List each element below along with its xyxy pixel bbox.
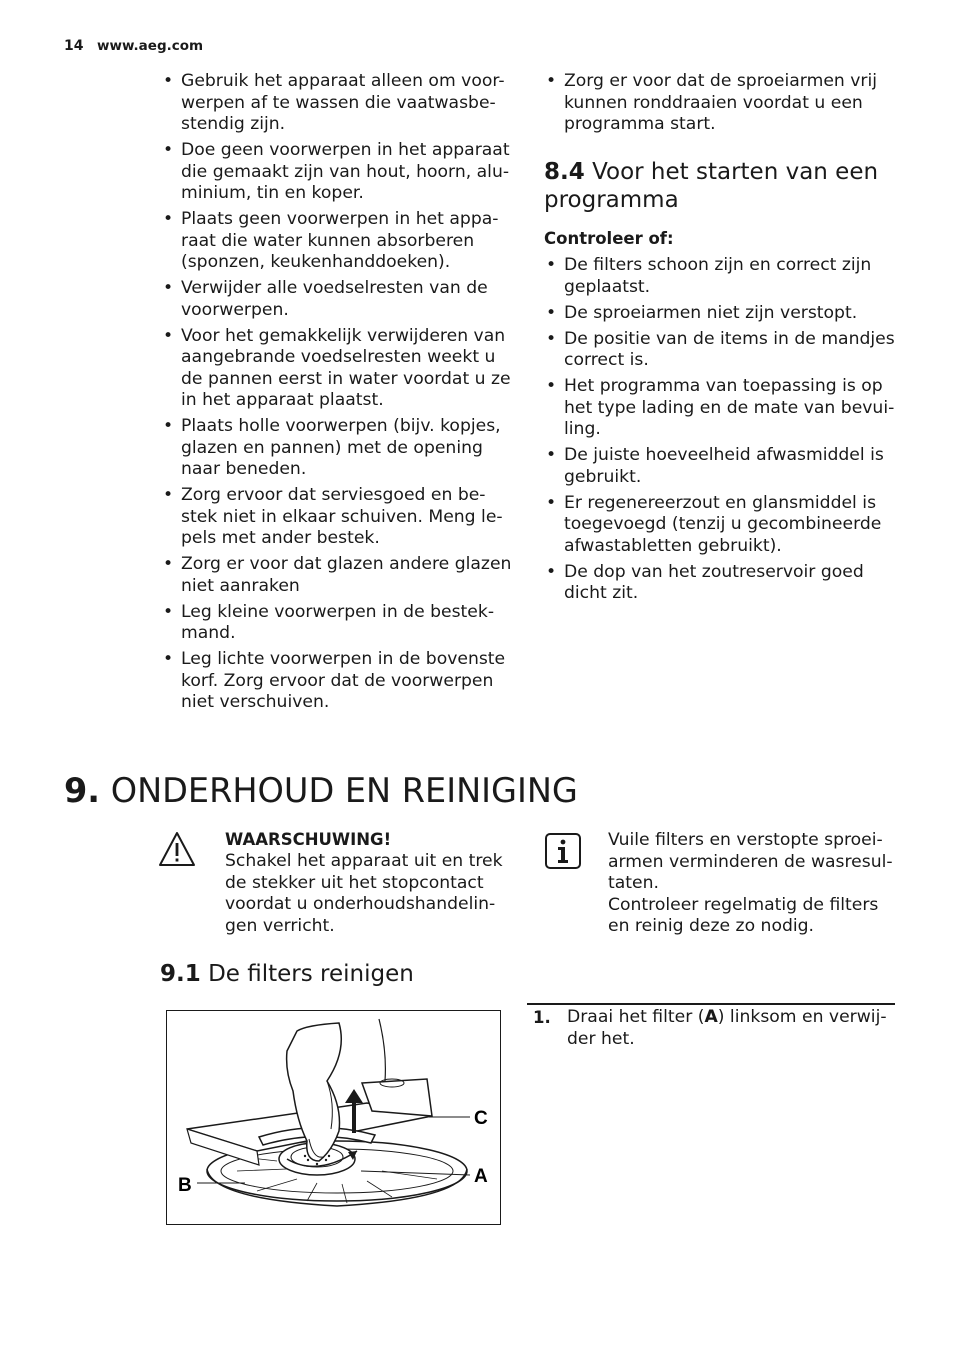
info-text: Vuile filters en verstopte sproei- armen verminderen de wasresul- taten. Controleer regelmatig de filters en reinig deze zo nodig. bbox=[608, 830, 893, 936]
info-icon bbox=[545, 833, 581, 869]
list-item: • Verwijder alle voedselresten van de voorwerpen. bbox=[162, 278, 512, 321]
list-item: • Zorg ervoor dat serviesgoed en be- stek niet in elkaar schuiven. Meng le- pels met ander bestek. bbox=[162, 485, 512, 550]
list-item: • De filters schoon zijn en correct zijn geplaatst. bbox=[545, 255, 897, 298]
list-item: • Zorg er voor dat de sproeiarmen vrij kunnen ronddraaien voordat u een programma start. bbox=[545, 71, 897, 136]
warning-triangle-icon bbox=[158, 831, 196, 867]
list-item: • Leg kleine voorwerpen in de bestek- mand. bbox=[162, 602, 512, 645]
warning-text: Schakel het apparaat uit en trek de stekker uit het stopcontact voordat u onderhoudshandelin- gen verricht. bbox=[225, 851, 503, 936]
label-c: C bbox=[474, 1108, 488, 1129]
list-item: • Het programma van toepassing is op het type lading en de mate van bevui- ling. bbox=[545, 376, 897, 441]
section-number: 8.4 bbox=[544, 159, 585, 185]
list-item: • Er regenereerzout en glansmiddel is toegevoegd (tenzij u gecombineerde afwastabletten gebruikt). bbox=[545, 493, 897, 558]
page-number: 14 bbox=[64, 38, 84, 54]
warning-title: WAARSCHUWING! bbox=[225, 830, 392, 849]
label-b: B bbox=[178, 1175, 192, 1196]
list-item: • Plaats holle voorwerpen (bijv. kopjes, glazen en pannen) met de opening naar beneden. bbox=[162, 416, 512, 481]
section-8-4-heading bbox=[544, 158, 914, 214]
list-item: • Zorg er voor dat glazen andere glazen niet aanraken bbox=[162, 554, 512, 597]
chapter-number: 9. bbox=[64, 771, 101, 810]
section-title: Voor het starten van een programma bbox=[544, 159, 879, 213]
section-number: 9.1 bbox=[160, 961, 201, 987]
label-a: A bbox=[474, 1166, 488, 1187]
chapter-9-heading bbox=[64, 770, 578, 812]
step-text-before: Draai het filter ( bbox=[567, 1007, 705, 1027]
section-title: De filters reinigen bbox=[208, 961, 414, 987]
list-item: • De juiste hoeveelheid afwasmiddel is gebruikt. bbox=[545, 445, 897, 488]
step-text-after: ) linksom en verwij- der het. bbox=[567, 1007, 887, 1049]
list-item: • De sproeiarmen niet zijn verstopt. bbox=[545, 303, 897, 325]
filter-illustration bbox=[166, 1010, 501, 1225]
list-item: • Plaats geen voorwerpen in het appa- raat die water kunnen absorberen (sponzen, keukenhanddoeken). bbox=[162, 209, 512, 274]
list-item: • De dop van het zoutreservoir goed dicht zit. bbox=[545, 562, 897, 605]
list-item: • Leg lichte voorwerpen in de bovenste korf. Zorg ervoor dat de voorwerpen niet verschuiven. bbox=[162, 649, 512, 714]
list-item: • Voor het gemakkelijk verwijderen van aangebrande voedselresten weekt u de pannen eerst in water voordat u ze in het apparaat plaatst. bbox=[162, 326, 512, 412]
check-list bbox=[545, 255, 897, 609]
step-text bbox=[567, 1007, 887, 1050]
list-item: • Doe geen voorwerpen in het apparaat die gemaakt zijn van hout, hoorn, alu- minium, tin en koper. bbox=[162, 140, 512, 205]
step-number: 1. bbox=[533, 1008, 551, 1027]
check-label: Controleer of: bbox=[544, 229, 674, 248]
step-text-bold: A bbox=[704, 1007, 718, 1027]
section-divider bbox=[527, 1003, 895, 1005]
list-item: • Gebruik het apparaat alleen om voor- werpen af te wassen die vaatwasbe- stendig zijn. bbox=[162, 71, 512, 136]
right-top-bullet-list bbox=[545, 71, 897, 140]
list-item: • De positie van de items in de mandjes correct is. bbox=[545, 329, 897, 372]
left-bullet-list bbox=[162, 71, 512, 718]
header-url: www.aeg.com bbox=[97, 38, 204, 54]
chapter-title: ONDERHOUD EN REINIGING bbox=[110, 771, 578, 810]
section-9-1-heading bbox=[160, 960, 414, 988]
